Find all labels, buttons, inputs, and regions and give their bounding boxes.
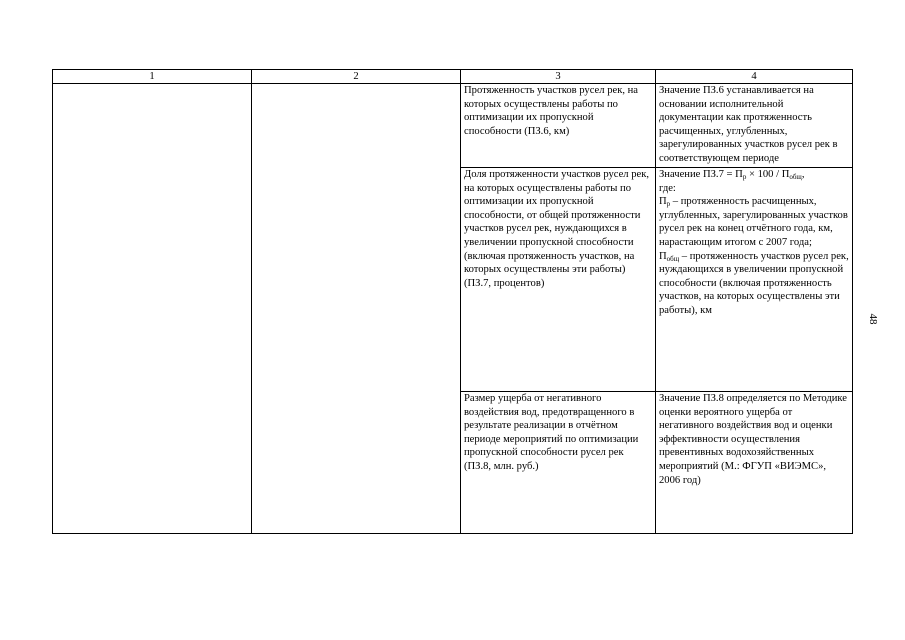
indicator-p3-6-name: Протяженность участков русел рек, на которых осуществлены работы по оптимизации их пропускной способности (ПЗ.6, км) [461,84,656,168]
column-header-3: 3 [461,70,656,84]
formula-subscript: р [742,173,747,181]
indicator-p3-7-method [656,168,853,392]
formula-subscript: общ [789,173,802,181]
empty-cell-col1 [53,84,252,534]
where-label: где: [659,182,676,194]
column-header-4: 4 [656,70,853,84]
definition-text: – протяженность участков русел рек, нуждающихся в увеличении пропускной способности (включая протяженность участков, на которых осуществлены эти работы), км [659,250,849,316]
header-row [53,70,853,84]
column-header-2: 2 [252,70,461,84]
definition-symbol: П [659,196,667,208]
indicator-p3-6-method: Значение ПЗ.6 устанавливается на основании исполнительной документации как протяженность расчищенных, углубленных, зарегулированных участков русел рек в соответствующем периоде [656,84,853,168]
definition-symbol: П [659,250,667,262]
document-table [52,69,853,534]
indicator-p3-7-name: Доля протяженности участков русел рек, на которых осуществлены работы по оптимизации их пропускной способности, от общей протяженности участков русел рек, нуждающихся в увеличении пропускной способности (включая протяженность участков, на которых осуществлены эти работы) (ПЗ.7, процентов) [461,168,656,392]
formula-text: , [801,169,805,180]
empty-cell-col2 [252,84,461,534]
formula-text: Значение ПЗ.7 = П [659,169,743,180]
table-row [53,84,853,168]
page-number: 48 [867,313,879,325]
indicator-p3-8-name: Размер ущерба от негативного воздействия вод, предотвращенного в результате реализации в отчётном периоде мероприятий по оптимизации пропускной способности русел рек (ПЗ.8, млн. руб.) [461,392,656,534]
column-header-1: 1 [53,70,252,84]
definition-subscript: р [666,200,671,209]
definition-subscript: общ [666,254,680,263]
definition-text: – протяженность расчищенных, углубленных, зарегулированных участков русел рек на конец отчётного года, км, нарастающим итогом с 2007 года; [659,196,848,248]
formula-text: × 100 / П [746,169,790,180]
indicator-p3-8-method: Значение ПЗ.8 определяется по Методике оценки вероятного ущерба от негативного воздействия вод и оценки эффективности осуществления превентивных водохозяйственных мероприятий (М.: ФГУП «ВИЭМС», 2006 год) [656,392,853,534]
